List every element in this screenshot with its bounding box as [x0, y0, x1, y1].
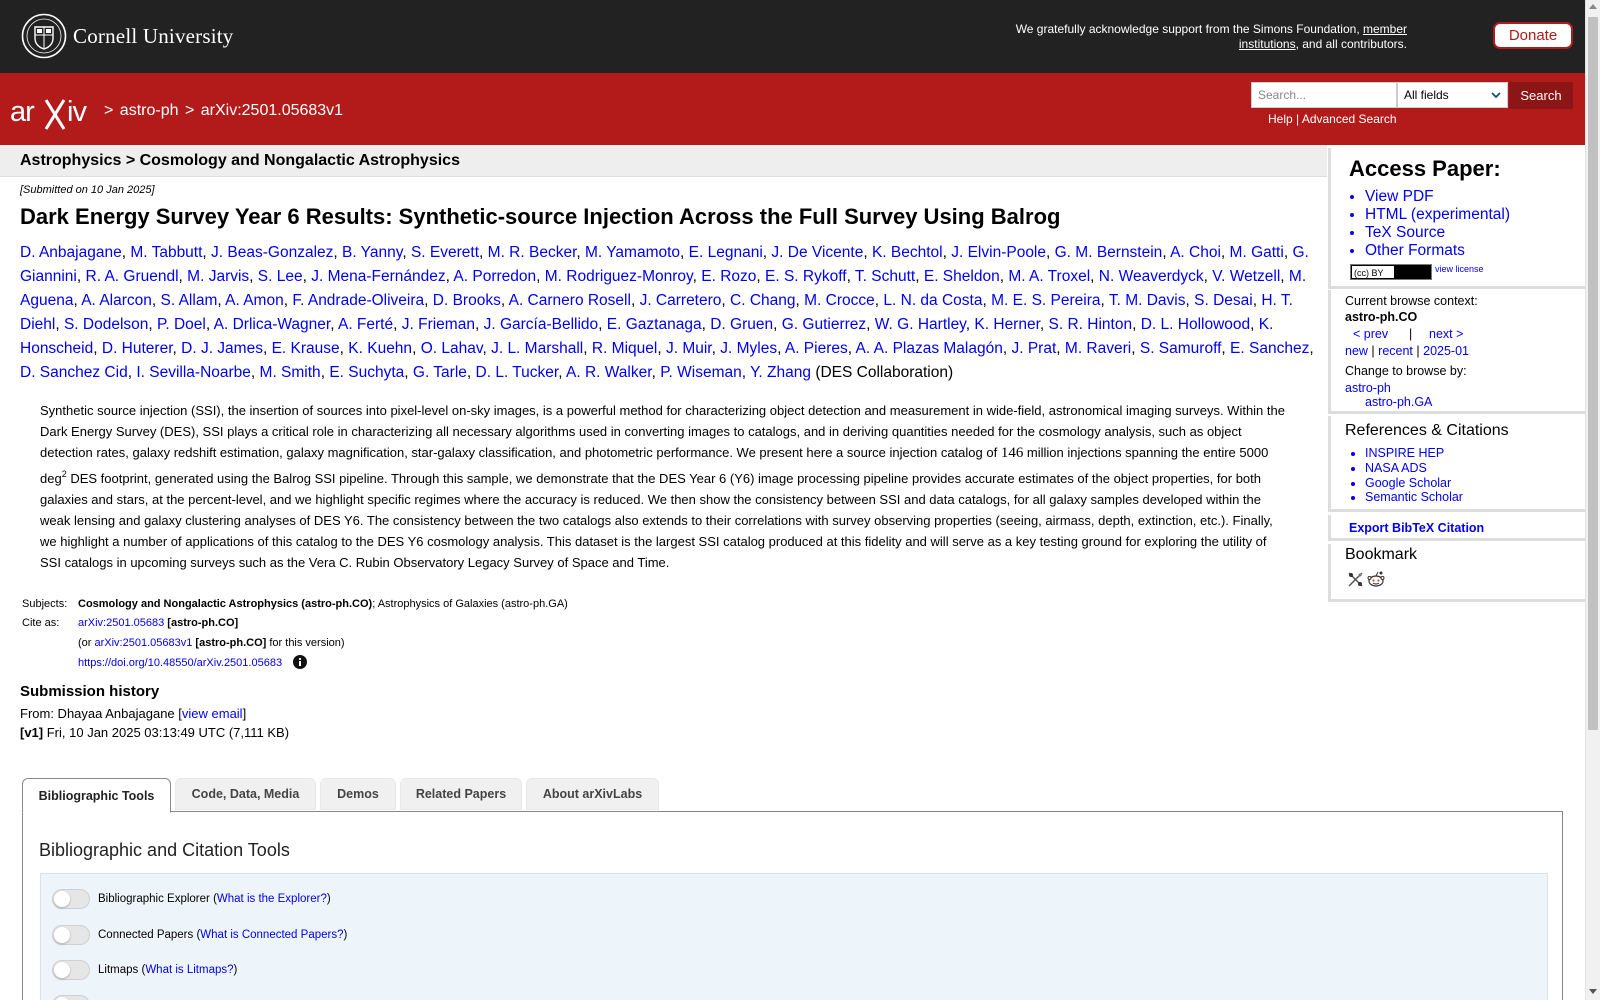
author-link[interactable]: D. Gruen	[710, 316, 774, 333]
scrollbar-thumb[interactable]	[1588, 17, 1598, 730]
author-link[interactable]: K. Honscheid	[20, 316, 1274, 357]
author-link[interactable]: M. Rodriguez-Monroy	[544, 268, 693, 285]
submission-date: [Submitted on 10 Jan 2025]	[20, 184, 155, 196]
doi-link[interactable]: https://doi.org/10.48550/arXiv.2501.05683	[78, 657, 283, 670]
subjects-row	[22, 594, 568, 614]
change-browse-label: Change to browse by:	[1345, 364, 1467, 378]
tool-row-partial	[52, 995, 98, 1000]
author-link[interactable]: R. Miquel	[591, 340, 658, 357]
tab-bibliographic-tools[interactable]: Bibliographic Tools	[22, 778, 171, 813]
author-link[interactable]: E. Gaztanaga	[606, 316, 702, 333]
doi-row	[22, 653, 568, 673]
author-link[interactable]: D. Sanchez Cid	[20, 364, 128, 381]
author-link[interactable]: M. Jarvis	[187, 268, 250, 285]
author-link[interactable]: A. Ferté	[337, 316, 394, 333]
cornell-name: Cornell University	[73, 23, 234, 48]
author-link[interactable]: O. Lahav	[420, 340, 483, 357]
author-link[interactable]: R. A. Gruendl	[85, 268, 179, 285]
tab-about-arxivlabs[interactable]: About arXivLabs	[526, 778, 659, 810]
cornell-logo[interactable]	[21, 13, 234, 59]
access-paper-box	[1328, 148, 1586, 289]
author-link[interactable]: P. Doel	[157, 316, 206, 333]
search-input[interactable]: Search...	[1251, 82, 1397, 108]
author-link[interactable]: E. Sheldon	[923, 268, 1000, 285]
author-link[interactable]: T. Schutt	[854, 268, 916, 285]
author-link[interactable]: A. Drlica-Wagner	[213, 316, 331, 333]
bibtex-box	[1328, 515, 1586, 541]
cite-version-link[interactable]: arXiv:2501.05683v1	[94, 636, 193, 649]
author-link[interactable]: S. Dodelson	[63, 316, 149, 333]
subject-header-text: Astrophysics > Cosmology and Nongalactic Astrophysics	[20, 152, 460, 169]
google-scholar-link[interactable]: • Google Scholar	[1365, 476, 1463, 491]
submission-from: From: Dhayaa Anbajagane [view email]	[20, 706, 247, 721]
references-box	[1328, 416, 1586, 512]
help-links: Help | Advanced Search	[1268, 112, 1397, 126]
metadata-table	[22, 594, 568, 672]
breadcrumb-separator: >	[184, 102, 195, 119]
author-link[interactable]: J. L. Marshall	[491, 340, 584, 357]
author-link[interactable]: M. R. Becker	[487, 244, 577, 261]
sidebar	[1328, 148, 1586, 602]
author-link[interactable]: H. T. Diehl	[20, 292, 1293, 333]
author-list: D. Anbajagane, M. Tabbutt, J. Beas-Gonzalez, B. Yanny, S. Everett, M. R. Becker, M. Yamamoto, E. Legnani, J. De Vicente, K. Bechtol, J. Elvin-Poole, G. M. Bernstein, A. Choi, M. Gatti, G. Giannini, R. A. Gruendl, M. Jarvis, S. Lee, J. Mena-Fernández, A. Porredon, M. Rodriguez-Monroy, E. Rozo, E. S. Rykoff, T. Schutt, E. Sheldon, M. A. Troxel, N. Weaverdyck, V. Wetzell, M. Aguena, A. Alarcon, S. Allam, A. Amon, F. Andrade-Oliveira, D. Brooks, A. Carnero Rosell, J. Carretero, C. Chang, M. Crocce, L. N. da Costa, M. E. S. Pereira, T. M. Davis, S. Desai, H. T. Diehl, S. Dodelson, P. Doel, A. Drlica-Wagner, A. Ferté, J. Frieman, J. García-Bellido, E. Gaztanaga, D. Gruen, G. Gutierrez, W. G. Hartley, K. Herner, S. R. Hinton, D. L. Hollowood, K. Honscheid, D. Huterer, D. J. James, E. Krause, K. Kuehn, O. Lahav, J. L. Marshall, R. Miquel, J. Muir, J. Myles, A. Pieres, A. A. Plazas Malagón, J. Prat, M. Raveri, S. Samuroff, E. Sanchez, D. Sanchez Cid, I. Sevilla-Noarbe, M. Smith, E. Suchyta, G. Tarle, D. L. Tucker, A. R. Walker, P. Wiseman, Y. Zhang (DES Collaboration)	[20, 244, 1314, 381]
tools-list	[40, 873, 1548, 1000]
cite-row: Cite as: arXiv:2501.05683 [astro-ph.CO]	[22, 617, 239, 630]
author-link[interactable]: G. Giannini	[20, 244, 1309, 285]
author-link[interactable]: K. Herner	[974, 316, 1040, 333]
author-link[interactable]: Y. Zhang	[750, 364, 811, 381]
info-icon[interactable]	[293, 655, 307, 669]
semantic-scholar-link[interactable]: • Semantic Scholar	[1365, 490, 1463, 505]
panel-title: Bibliographic and Citation Tools	[39, 840, 290, 860]
author-link[interactable]: L. N. da Costa	[883, 292, 983, 309]
author-link[interactable]: J. Carretero	[639, 292, 722, 309]
breadcrumb-separator: >	[104, 102, 114, 119]
author-link[interactable]: J. Myles	[720, 340, 778, 357]
author-link[interactable]: G. Tarle	[412, 364, 467, 381]
cite-label: Cite as:	[22, 617, 60, 630]
author-link[interactable]: J. Prat	[1011, 340, 1057, 357]
submission-history-title: Submission history	[20, 683, 160, 700]
author-link[interactable]: A. Pieres	[784, 340, 848, 357]
author-link[interactable]: J. Mena-Fernández	[311, 268, 446, 285]
help-link[interactable]: Help	[1268, 112, 1293, 126]
author-link[interactable]: N. Weaverdyck	[1098, 268, 1204, 285]
subject-header	[0, 145, 1327, 177]
breadcrumb-archive-link[interactable]: astro-ph	[119, 102, 179, 119]
view-pdf-link[interactable]: • View PDF	[1365, 188, 1510, 206]
author-link[interactable]: D. J. James	[181, 340, 263, 357]
top-bar	[0, 0, 1585, 73]
breadcrumb	[104, 102, 345, 120]
version-link[interactable]: [v1]	[20, 725, 44, 740]
author-link[interactable]: D. Brooks	[432, 292, 501, 309]
connected-papers-toggle[interactable]	[52, 925, 90, 945]
explorer-help-link[interactable]: What is the Explorer?	[216, 893, 327, 905]
browse-astro-ph-link[interactable]: astro-ph	[1345, 381, 1391, 395]
arxiv-header	[0, 73, 1585, 145]
author-link[interactable]: C. Chang	[730, 292, 796, 309]
browse-current-context: astro-ph.CO	[1345, 310, 1418, 324]
svg-text:ar: ar	[10, 96, 34, 128]
bookmark-title: Bookmark	[1345, 546, 1418, 563]
view-license-link[interactable]: view license	[1435, 264, 1484, 274]
svg-text:(cc) BY: (cc) BY	[1354, 268, 1384, 278]
author-link[interactable]: V. Wetzell	[1212, 268, 1281, 285]
author-link[interactable]: I. Sevilla-Noarbe	[136, 364, 251, 381]
author-link[interactable]: A. Choi	[1170, 244, 1221, 261]
submission-v1: [v1] Fri, 10 Jan 2025 03:13:49 UTC (7,111 KB)	[20, 725, 290, 740]
author-link[interactable]: A. A. Plazas Malagón	[855, 340, 1003, 357]
new-link[interactable]: new	[1345, 344, 1368, 358]
author-link[interactable]: M. A. Troxel	[1008, 268, 1091, 285]
author-link[interactable]: E. Rozo	[701, 268, 757, 285]
tex-source-link[interactable]: • TeX Source	[1365, 224, 1510, 242]
tab-demos[interactable]: Demos	[320, 778, 396, 810]
export-bibtex-link[interactable]: Export BibTeX Citation	[1349, 521, 1485, 535]
author-link[interactable]: T. M. Davis	[1108, 292, 1186, 309]
bookmark-box	[1328, 544, 1586, 602]
litmaps-toggle[interactable]	[52, 960, 90, 980]
author-link[interactable]: K. Bechtol	[871, 244, 943, 261]
author-link[interactable]: P. Wiseman	[660, 364, 742, 381]
author-link[interactable]: A. Porredon	[453, 268, 537, 285]
cc-by-license-icon[interactable]	[1350, 264, 1432, 280]
author-link[interactable]: A. Amon	[225, 292, 284, 309]
author-link[interactable]: E. S. Rykoff	[765, 268, 847, 285]
prev-link[interactable]: < prev	[1353, 327, 1389, 341]
tab-related-papers[interactable]: Related Papers	[400, 778, 522, 810]
html-experimental-link[interactable]: • HTML (experimental)	[1365, 206, 1510, 224]
author-link[interactable]: S. Everett	[410, 244, 480, 261]
litmaps-help-link[interactable]: What is Litmaps?	[145, 964, 234, 976]
recent-link[interactable]: recent	[1378, 344, 1413, 358]
connected-papers-help-link[interactable]: What is Connected Papers?	[200, 929, 344, 941]
search-field-select[interactable]	[1397, 82, 1508, 108]
tab-panel	[22, 811, 1563, 1000]
view-email-link[interactable]: view email	[181, 706, 243, 721]
author-link[interactable]: E. Krause	[271, 340, 340, 357]
access-paper-title: Access Paper:	[1349, 156, 1501, 181]
references-links	[1365, 446, 1463, 505]
search-button[interactable]: Search	[1509, 82, 1573, 109]
author-link[interactable]: M. Raveri	[1064, 340, 1132, 357]
author-link[interactable]: S. Samuroff	[1139, 340, 1222, 357]
author-link[interactable]: M. Smith	[259, 364, 321, 381]
advanced-search-link[interactable]: Advanced Search	[1301, 112, 1397, 126]
author-link[interactable]: A. Alarcon	[81, 292, 152, 309]
author-link[interactable]: S. Lee	[257, 268, 303, 285]
author-link[interactable]: J. Elvin-Poole	[951, 244, 1046, 261]
next-link[interactable]: next >	[1429, 327, 1464, 341]
author-link[interactable]: G. Gutierrez	[781, 316, 867, 333]
author-link[interactable]: S. R. Hinton	[1048, 316, 1133, 333]
author-link[interactable]: D. Huterer	[101, 340, 173, 357]
search-field-value: All fields	[1404, 88, 1449, 102]
author-link[interactable]: S. Desai	[1194, 292, 1253, 309]
scroll-up-arrow-icon[interactable]	[1589, 4, 1597, 9]
author-link[interactable]: M. Aguena	[20, 268, 1307, 309]
author-link[interactable]: M. Yamamoto	[585, 244, 681, 261]
author-link[interactable]: D. L. Hollowood	[1140, 316, 1251, 333]
author-link[interactable]: E. Suchyta	[329, 364, 405, 381]
author-link[interactable]: J. Beas-Gonzalez	[211, 244, 334, 261]
abstract: Synthetic source injection (SSI), the insertion of sources into pixel-level on-sky images, is a powerful method for characterizing object detection and measurement in wide-field, astronomical imaging surveys. Within the Dark Energy Survey (DES), SSI plays a critical role in characterizing all necessary algorithms used in converting images to catalogs, and in deriving quantities needed for the cosmology analysis, such as object detection rates, galaxy redshift estimation, galaxy magnification, star-galaxy classification, and photometric performance. We present here a source injection catalog of 146 million injections spanning the entire 5000 deg$^2$ DES footprint, generated using the Balrog SSI pipeline. Through this sample, we demonstrate that the DES Year 6 (Y6) image processing pipeline provides accurate estimates of the object properties, for both galaxies and stars, at the percent-level, and we highlight specific regimes where the accuracy is reduced. We then show the consistency between SSI and data catalogs, for all galaxy samples developed within the weak lensing and galaxy clustering analyses of DES Y6. The consistency between the two catalogs also extends to their correlations with survey observing properties (seeing, airmass, depth, extinction, etc.). Finally, we highlight a number of applications of this catalog to the DES Y6 cosmology analysis. This dataset is the largest SSI catalog produced at this fidelity and will serve as a key testing ground for exploring the utility of SSI catalogs in upcoming surveys such as the Vera C. Rubin Observatory Legacy Survey of Space and Time.	[40, 403, 1285, 570]
next-tool-toggle[interactable]	[52, 995, 90, 1000]
tool-row-litmaps: Litmaps ( What is Litmaps? )	[52, 960, 237, 980]
svg-text:iv: iv	[67, 96, 86, 128]
author-link[interactable]: M. E. S. Pereira	[991, 292, 1101, 309]
paper-title: Dark Energy Survey Year 6 Results: Synthetic-source Injection Across the Full Survey Using Balrog	[20, 204, 1061, 229]
author-link[interactable]: J. De Vicente	[771, 244, 864, 261]
inspire-hep-link[interactable]: • INSPIRE HEP	[1365, 446, 1463, 461]
author-link[interactable]: B. Yanny	[342, 244, 403, 261]
explorer-toggle[interactable]	[52, 889, 90, 909]
other-formats-link[interactable]: • Other Formats	[1365, 242, 1510, 260]
author-link[interactable]: D. L. Tucker	[475, 364, 559, 381]
browse-context-title: Current browse context:	[1345, 294, 1478, 308]
author-link[interactable]: D. Anbajagane	[20, 244, 122, 261]
chevron-down-icon	[1491, 90, 1501, 100]
browse-astro-ph-ga-link[interactable]: astro-ph.GA	[1365, 395, 1433, 409]
tool-row-explorer: Bibliographic Explorer ( What is the Explorer? )	[52, 889, 331, 909]
member-institutions-link[interactable]: member institutions	[1238, 22, 1407, 51]
author-link[interactable]: M. Crocce	[804, 292, 875, 309]
vertical-scrollbar[interactable]	[1585, 0, 1600, 1000]
collaboration-label: (DES Collaboration)	[815, 364, 954, 381]
author-link[interactable]: G. M. Bernstein	[1054, 244, 1163, 261]
reddit-icon[interactable]	[1367, 570, 1385, 588]
bibsonomy-icon[interactable]	[1347, 571, 1364, 588]
author-link[interactable]: F. Andrade-Oliveira	[292, 292, 425, 309]
author-link[interactable]: K. Kuehn	[348, 340, 413, 357]
support-text: We gratefully acknowledge support from the Simons Foundation, member institutions, and all contributors.	[1015, 22, 1407, 51]
author-link[interactable]: E. Legnani	[688, 244, 763, 261]
nasa-ads-link[interactable]: • NASA ADS	[1365, 461, 1463, 476]
author-link[interactable]: S. Allam	[160, 292, 218, 309]
scroll-down-arrow-icon[interactable]	[1589, 989, 1597, 994]
author-link[interactable]: A. R. Walker	[566, 364, 652, 381]
arxiv-logo[interactable]	[10, 93, 100, 131]
references-title: References & Citations	[1345, 422, 1509, 439]
primary-subject: Cosmology and Nongalactic Astrophysics (astro-ph.CO)	[78, 597, 373, 610]
secondary-subject: ; Astrophysics of Galaxies (astro-ph.GA)	[372, 597, 568, 610]
author-link[interactable]: E. Sanchez	[1230, 340, 1310, 357]
tab-code-data-media[interactable]: Code, Data, Media	[175, 778, 316, 810]
cite-version-row: (or arXiv:2501.05683v1 [astro-ph.CO] for this version)	[78, 636, 345, 649]
donate-button[interactable]: Donate	[1493, 22, 1573, 49]
author-link[interactable]: J. García-Bellido	[483, 316, 599, 333]
tool-row-connected-papers: Connected Papers ( What is Connected Papers? )	[52, 925, 347, 945]
browse-periods: new | recent | 2025-01	[1345, 344, 1469, 358]
author-link[interactable]: J. Frieman	[401, 316, 475, 333]
author-link[interactable]: A. Carnero Rosell	[508, 292, 631, 309]
author-link[interactable]: M. Tabbutt	[130, 244, 203, 261]
breadcrumb-paper: arXiv:2501.05683v1	[200, 102, 344, 119]
labs-tabs	[22, 778, 663, 812]
cite-id-link[interactable]: arXiv:2501.05683	[78, 617, 165, 630]
author-link[interactable]: J. Muir	[665, 340, 712, 357]
author-link[interactable]: M. Gatti	[1229, 244, 1284, 261]
cornell-seal-icon	[21, 13, 67, 59]
month-link[interactable]: 2025-01	[1423, 344, 1469, 358]
access-links	[1365, 188, 1510, 260]
browse-context-box: Current browse context: astro-ph.CO < prev | next > new | recent | 2025-01 Change to browse by: astro-ph astro-ph.GA	[1328, 290, 1586, 414]
subjects-label: Subjects:	[22, 597, 68, 610]
author-link[interactable]: W. G. Hartley	[874, 316, 966, 333]
